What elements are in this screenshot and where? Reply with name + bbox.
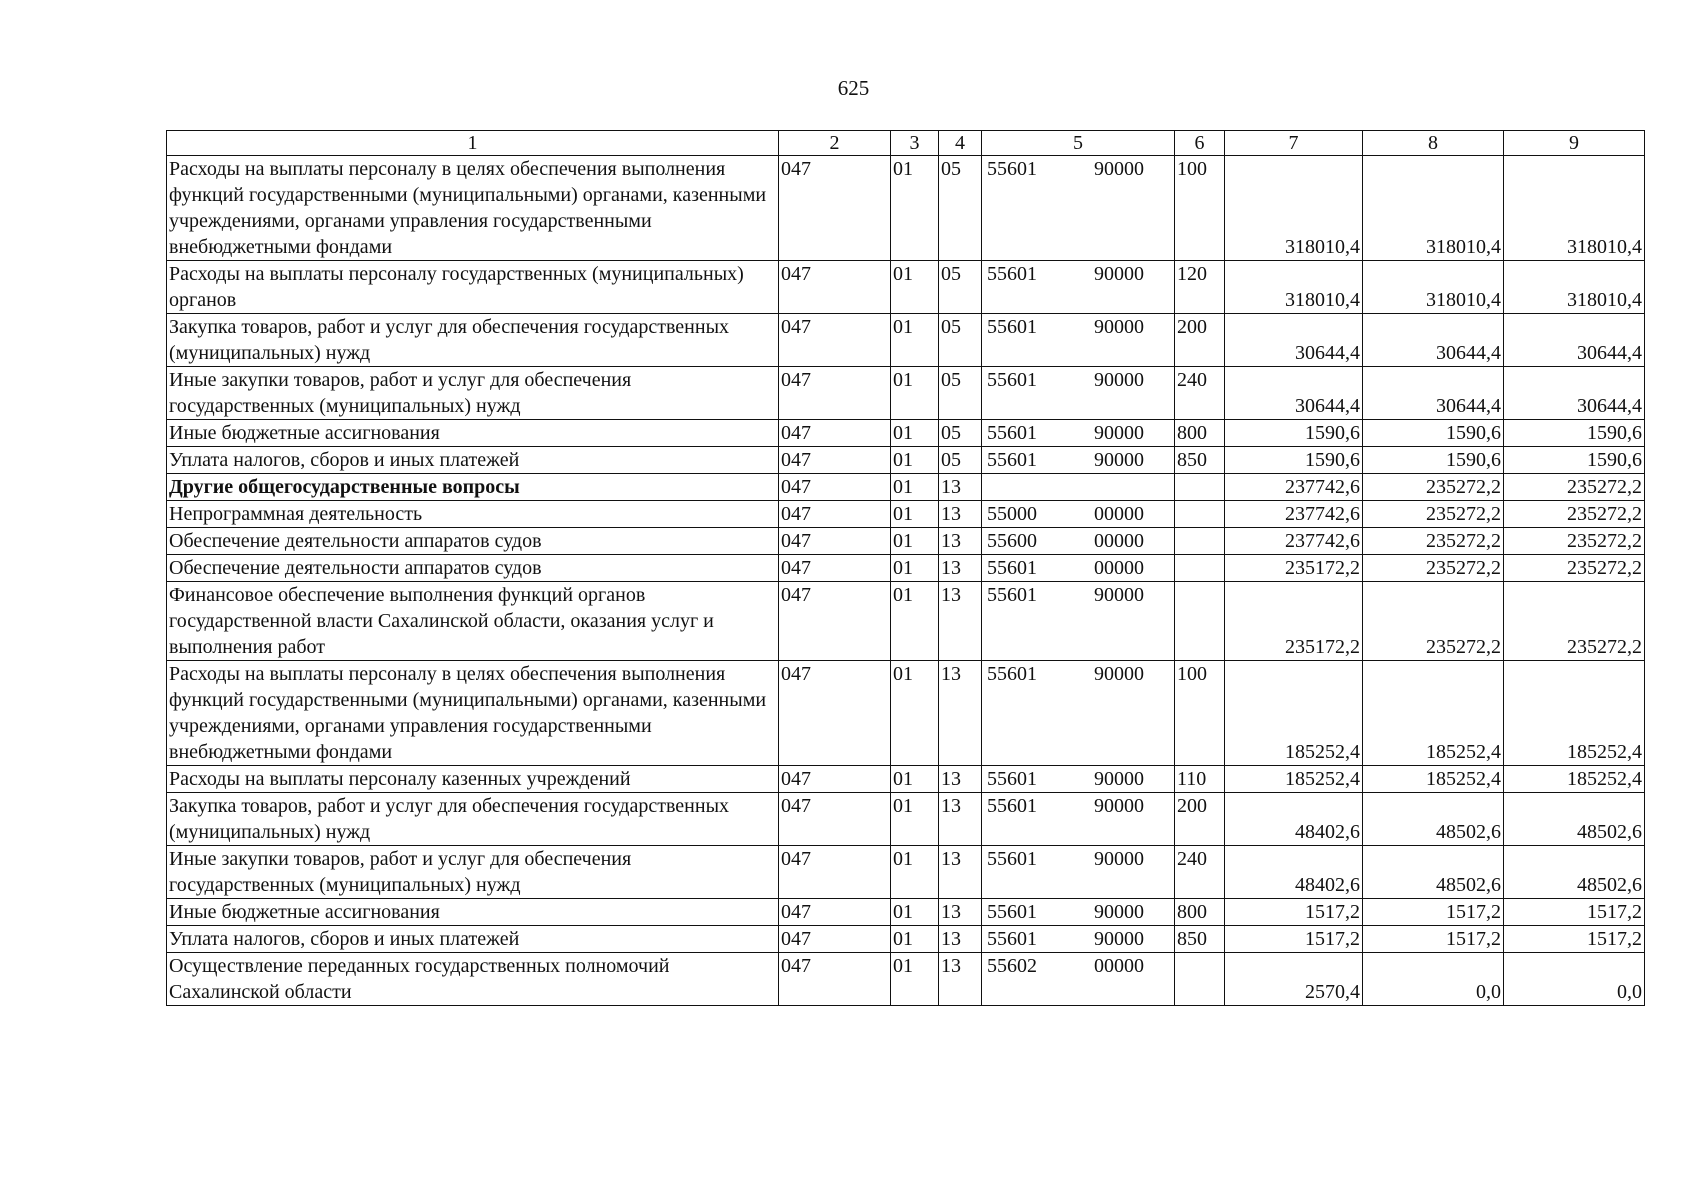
subsection-code-cell: 13 [939, 661, 982, 766]
subsection-code-cell: 05 [939, 261, 982, 314]
target-article-part1: 55601 [987, 795, 1037, 817]
amount-cell: 48402,6 [1225, 846, 1363, 899]
amount-cell: 185252,4 [1225, 766, 1363, 793]
section-code-cell: 01 [891, 528, 939, 555]
amount-cell: 235272,2 [1504, 582, 1645, 661]
amount-cell: 185252,4 [1363, 766, 1504, 793]
table-row [167, 447, 1645, 474]
amount-cell: 48402,6 [1225, 793, 1363, 846]
section-code-cell: 01 [891, 474, 939, 501]
target-article-part2: 90000 [1094, 263, 1144, 285]
item-name-cell: Обеспечение деятельности аппаратов судов [167, 528, 779, 555]
table-row [167, 793, 1645, 846]
table-row [167, 261, 1645, 314]
expense-type-cell [1175, 528, 1225, 555]
amount-cell: 1590,6 [1504, 420, 1645, 447]
expense-type-cell: 100 [1175, 661, 1225, 766]
amount-cell: 235272,2 [1363, 474, 1504, 501]
subsection-code-cell: 13 [939, 474, 982, 501]
subsection-code-cell: 13 [939, 793, 982, 846]
target-article-part1: 55601 [987, 584, 1037, 606]
target-article-cell [982, 926, 1175, 953]
subsection-code-cell: 13 [939, 846, 982, 899]
target-article-part2: 90000 [1094, 422, 1144, 444]
subsection-code-cell: 13 [939, 555, 982, 582]
section-code-cell: 01 [891, 846, 939, 899]
ministry-code-cell: 047 [779, 582, 891, 661]
section-code-cell: 01 [891, 447, 939, 474]
target-article-part1: 55601 [987, 422, 1037, 444]
ministry-code-cell: 047 [779, 661, 891, 766]
target-article-cell [982, 661, 1175, 766]
item-name-cell: Расходы на выплаты персоналу казенных учреждений [167, 766, 779, 793]
ministry-code-cell: 047 [779, 367, 891, 420]
section-code-cell: 01 [891, 661, 939, 766]
amount-cell: 1590,6 [1225, 420, 1363, 447]
amount-cell: 1517,2 [1504, 926, 1645, 953]
target-article-cell [982, 846, 1175, 899]
target-article-part2: 90000 [1094, 316, 1144, 338]
header-cell: 4 [939, 131, 982, 156]
amount-cell: 1517,2 [1225, 926, 1363, 953]
amount-cell: 1517,2 [1504, 899, 1645, 926]
target-article-cell [982, 367, 1175, 420]
amount-cell: 318010,4 [1504, 261, 1645, 314]
target-article-part2: 90000 [1094, 848, 1144, 870]
target-article-part1: 55601 [987, 449, 1037, 471]
target-article-part1: 55601 [987, 316, 1037, 338]
target-article-part1: 55601 [987, 848, 1037, 870]
target-article-part2: 90000 [1094, 369, 1144, 391]
amount-cell: 318010,4 [1225, 156, 1363, 261]
amount-cell: 235172,2 [1225, 555, 1363, 582]
item-name-cell: Уплата налогов, сборов и иных платежей [167, 447, 779, 474]
table-row [167, 474, 1645, 501]
amount-cell: 235272,2 [1504, 474, 1645, 501]
expense-type-cell: 200 [1175, 314, 1225, 367]
target-article-part1: 55601 [987, 557, 1037, 579]
amount-cell: 237742,6 [1225, 474, 1363, 501]
table-row [167, 501, 1645, 528]
target-article-part2: 90000 [1094, 449, 1144, 471]
target-article-part2: 90000 [1094, 901, 1144, 923]
target-article-part1: 55601 [987, 263, 1037, 285]
subsection-code-cell: 05 [939, 156, 982, 261]
table-row [167, 528, 1645, 555]
ministry-code-cell: 047 [779, 555, 891, 582]
target-article-part2: 90000 [1094, 663, 1144, 685]
ministry-code-cell: 047 [779, 156, 891, 261]
ministry-code-cell: 047 [779, 846, 891, 899]
target-article-cell [982, 474, 1175, 501]
amount-cell: 185252,4 [1504, 661, 1645, 766]
table-row [167, 420, 1645, 447]
amount-cell: 30644,4 [1363, 367, 1504, 420]
target-article-cell [982, 261, 1175, 314]
ministry-code-cell: 047 [779, 528, 891, 555]
table-row [167, 766, 1645, 793]
target-article-cell [982, 555, 1175, 582]
budget-table [166, 130, 1645, 1006]
subsection-code-cell: 05 [939, 447, 982, 474]
table-row [167, 582, 1645, 661]
header-cell: 8 [1363, 131, 1504, 156]
page-number: 625 [837, 76, 870, 100]
target-article-cell [982, 793, 1175, 846]
amount-cell: 235172,2 [1225, 582, 1363, 661]
amount-cell: 1517,2 [1363, 899, 1504, 926]
target-article-cell [982, 582, 1175, 661]
expense-type-cell: 240 [1175, 846, 1225, 899]
item-name-cell: Иные бюджетные ассигнования [167, 899, 779, 926]
amount-cell: 0,0 [1504, 953, 1645, 1006]
target-article-cell [982, 766, 1175, 793]
amount-cell: 30644,4 [1504, 367, 1645, 420]
amount-cell: 1517,2 [1225, 899, 1363, 926]
item-name-cell: Расходы на выплаты персоналу государственных (муниципальных) органов [167, 261, 779, 314]
subsection-code-cell: 13 [939, 501, 982, 528]
item-name-cell: Закупка товаров, работ и услуг для обеспечения государственных (муниципальных) нужд [167, 314, 779, 367]
section-code-cell: 01 [891, 953, 939, 1006]
header-cell: 2 [779, 131, 891, 156]
amount-cell: 48502,6 [1504, 846, 1645, 899]
section-code-cell: 01 [891, 367, 939, 420]
header-cell: 6 [1175, 131, 1225, 156]
target-article-part1: 55601 [987, 369, 1037, 391]
header-cell: 3 [891, 131, 939, 156]
amount-cell: 318010,4 [1504, 156, 1645, 261]
ministry-code-cell: 047 [779, 501, 891, 528]
target-article-cell [982, 528, 1175, 555]
section-code-cell: 01 [891, 582, 939, 661]
header-cell: 9 [1504, 131, 1645, 156]
ministry-code-cell: 047 [779, 420, 891, 447]
subsection-code-cell: 13 [939, 899, 982, 926]
target-article-part1: 55601 [987, 928, 1037, 950]
section-code-cell: 01 [891, 156, 939, 261]
target-article-part1: 55601 [987, 158, 1037, 180]
amount-cell: 1590,6 [1363, 420, 1504, 447]
table-row [167, 367, 1645, 420]
amount-cell: 235272,2 [1504, 501, 1645, 528]
target-article-cell [982, 953, 1175, 1006]
item-name-cell: Иные бюджетные ассигнования [167, 420, 779, 447]
item-name-cell: Финансовое обеспечение выполнения функций органов государственной власти Сахалинской области, оказания услуг и выполнения работ [167, 582, 779, 661]
header-row [167, 131, 1645, 156]
expense-type-cell [1175, 501, 1225, 528]
amount-cell: 318010,4 [1225, 261, 1363, 314]
amount-cell: 48502,6 [1363, 846, 1504, 899]
item-name-cell: Непрограммная деятельность [167, 501, 779, 528]
subsection-code-cell: 13 [939, 953, 982, 1006]
section-code-cell: 01 [891, 420, 939, 447]
item-name-cell: Расходы на выплаты персоналу в целях обеспечения выполнения функций государственными (муниципальными) органами, казенными учреждениями, органами управления государственными внебюджетными фондами [167, 661, 779, 766]
subsection-code-cell: 13 [939, 926, 982, 953]
amount-cell: 318010,4 [1363, 156, 1504, 261]
target-article-cell [982, 156, 1175, 261]
amount-cell: 1590,6 [1225, 447, 1363, 474]
amount-cell: 185252,4 [1363, 661, 1504, 766]
section-code-cell: 01 [891, 501, 939, 528]
amount-cell: 48502,6 [1504, 793, 1645, 846]
ministry-code-cell: 047 [779, 953, 891, 1006]
section-code-cell: 01 [891, 766, 939, 793]
amount-cell: 235272,2 [1504, 528, 1645, 555]
ministry-code-cell: 047 [779, 899, 891, 926]
amount-cell: 30644,4 [1504, 314, 1645, 367]
section-code-cell: 01 [891, 261, 939, 314]
expense-type-cell [1175, 474, 1225, 501]
item-name-cell: Иные закупки товаров, работ и услуг для обеспечения государственных (муниципальных) нужд [167, 367, 779, 420]
header-cell: 1 [167, 131, 779, 156]
expense-type-cell: 200 [1175, 793, 1225, 846]
target-article-part2: 00000 [1094, 530, 1144, 552]
section-code-cell: 01 [891, 899, 939, 926]
target-article-part1: 55602 [987, 955, 1037, 977]
amount-cell: 318010,4 [1363, 261, 1504, 314]
target-article-cell [982, 899, 1175, 926]
subsection-code-cell: 13 [939, 582, 982, 661]
section-code-cell: 01 [891, 793, 939, 846]
subsection-code-cell: 05 [939, 420, 982, 447]
ministry-code-cell: 047 [779, 766, 891, 793]
target-article-part1: 55601 [987, 901, 1037, 923]
ministry-code-cell: 047 [779, 474, 891, 501]
item-name-cell: Осуществление переданных государственных полномочий Сахалинской области [167, 953, 779, 1006]
amount-cell: 185252,4 [1225, 661, 1363, 766]
ministry-code-cell: 047 [779, 314, 891, 367]
expense-type-cell: 800 [1175, 899, 1225, 926]
table-row [167, 661, 1645, 766]
amount-cell: 2570,4 [1225, 953, 1363, 1006]
expense-type-cell: 100 [1175, 156, 1225, 261]
target-article-part2: 00000 [1094, 955, 1144, 977]
amount-cell: 235272,2 [1363, 555, 1504, 582]
target-article-cell [982, 447, 1175, 474]
amount-cell: 235272,2 [1363, 501, 1504, 528]
header-cell: 7 [1225, 131, 1363, 156]
amount-cell: 1590,6 [1363, 447, 1504, 474]
expense-type-cell: 240 [1175, 367, 1225, 420]
amount-cell: 237742,6 [1225, 501, 1363, 528]
subsection-code-cell: 05 [939, 367, 982, 420]
table-row [167, 953, 1645, 1006]
amount-cell: 1590,6 [1504, 447, 1645, 474]
expense-type-cell: 110 [1175, 766, 1225, 793]
amount-cell: 30644,4 [1225, 314, 1363, 367]
amount-cell: 235272,2 [1363, 582, 1504, 661]
target-article-part1: 55601 [987, 768, 1037, 790]
ministry-code-cell: 047 [779, 926, 891, 953]
expense-type-cell [1175, 555, 1225, 582]
amount-cell: 30644,4 [1225, 367, 1363, 420]
header-cell: 5 [982, 131, 1175, 156]
table-row [167, 926, 1645, 953]
target-article-part1: 55601 [987, 663, 1037, 685]
section-code-cell: 01 [891, 926, 939, 953]
section-code-cell: 01 [891, 555, 939, 582]
item-name-cell: Уплата налогов, сборов и иных платежей [167, 926, 779, 953]
section-code-cell: 01 [891, 314, 939, 367]
item-name-cell: Другие общегосударственные вопросы [167, 474, 779, 501]
amount-cell: 0,0 [1363, 953, 1504, 1006]
ministry-code-cell: 047 [779, 447, 891, 474]
ministry-code-cell: 047 [779, 261, 891, 314]
table-row [167, 899, 1645, 926]
amount-cell: 48502,6 [1363, 793, 1504, 846]
amount-cell: 237742,6 [1225, 528, 1363, 555]
item-name-cell: Закупка товаров, работ и услуг для обеспечения государственных (муниципальных) нужд [167, 793, 779, 846]
subsection-code-cell: 05 [939, 314, 982, 367]
target-article-part2: 90000 [1094, 795, 1144, 817]
amount-cell: 185252,4 [1504, 766, 1645, 793]
subsection-code-cell: 13 [939, 766, 982, 793]
item-name-cell: Обеспечение деятельности аппаратов судов [167, 555, 779, 582]
target-article-part2: 90000 [1094, 158, 1144, 180]
target-article-part2: 00000 [1094, 503, 1144, 525]
item-name-cell: Расходы на выплаты персоналу в целях обеспечения выполнения функций государственными (муниципальными) органами, казенными учреждениями, органами управления государственными внебюджетными фондами [167, 156, 779, 261]
target-article-cell [982, 501, 1175, 528]
table-row [167, 156, 1645, 261]
table-row [167, 846, 1645, 899]
target-article-part2: 90000 [1094, 768, 1144, 790]
expense-type-cell: 850 [1175, 926, 1225, 953]
expense-type-cell [1175, 953, 1225, 1006]
amount-cell: 30644,4 [1363, 314, 1504, 367]
item-name-cell: Иные закупки товаров, работ и услуг для обеспечения государственных (муниципальных) нужд [167, 846, 779, 899]
expense-type-cell [1175, 582, 1225, 661]
expense-type-cell: 120 [1175, 261, 1225, 314]
amount-cell: 1517,2 [1363, 926, 1504, 953]
expense-type-cell: 800 [1175, 420, 1225, 447]
target-article-cell [982, 314, 1175, 367]
target-article-part2: 90000 [1094, 928, 1144, 950]
target-article-part2: 90000 [1094, 584, 1144, 606]
table-row [167, 314, 1645, 367]
ministry-code-cell: 047 [779, 793, 891, 846]
expense-type-cell: 850 [1175, 447, 1225, 474]
amount-cell: 235272,2 [1363, 528, 1504, 555]
table-row [167, 555, 1645, 582]
subsection-code-cell: 13 [939, 528, 982, 555]
target-article-part1: 55600 [987, 530, 1037, 552]
target-article-part1: 55000 [987, 503, 1037, 525]
target-article-cell [982, 420, 1175, 447]
amount-cell: 235272,2 [1504, 555, 1645, 582]
target-article-part2: 00000 [1094, 557, 1144, 579]
